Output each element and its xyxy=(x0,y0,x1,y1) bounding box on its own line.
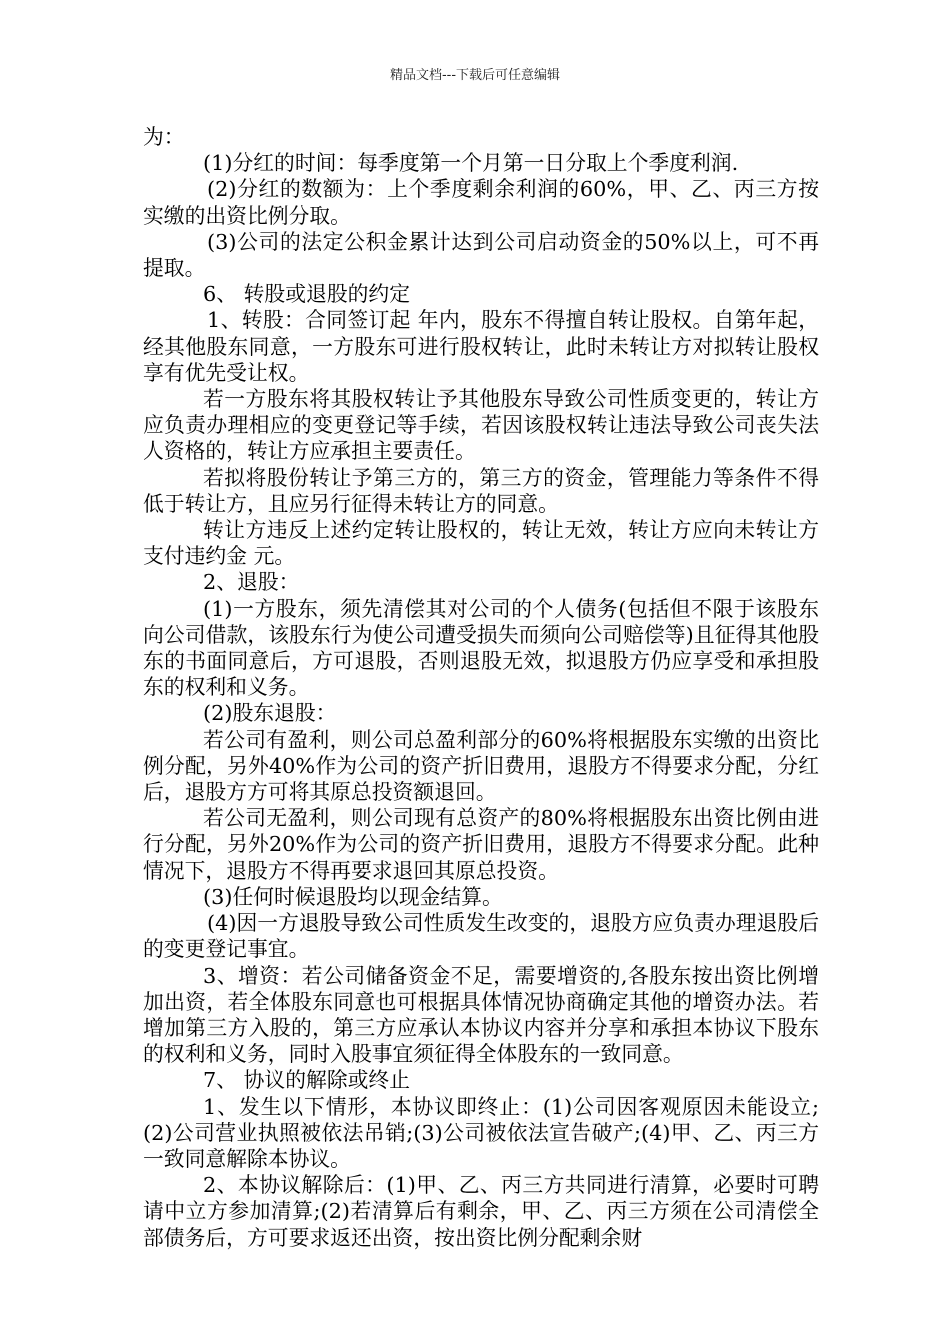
paragraph: 3、增资：若公司储备资金不足，需要增资的,各股东按出资比例增加出资，若全体股东同意也可根据具体情况协商确定其他的增资办法。若增加第三方入股的，第三方应承认本协议内容并分享和承担本协议下股东的权利和义务，同时入股事宜须征得全体股东的一致同意。 xyxy=(143,963,819,1067)
paragraph: (1)分红的时间：每季度第一个月第一日分取上个季度利润. xyxy=(203,151,739,176)
paragraph: (2)分红的数额为：上个季度剩余利润的60%，甲、乙、丙三方按实缴的出资比例分取。 xyxy=(143,177,819,228)
subsection-heading: 2、退股： xyxy=(203,570,300,595)
paragraph: (3)公司的法定公积金累计达到公司启动资金的50%以上，可不再提取。 xyxy=(143,229,819,281)
section-heading: 6、 转股或退股的约定 xyxy=(203,282,411,307)
document-body xyxy=(143,124,819,1251)
paragraph: 为： xyxy=(143,125,185,149)
paragraph: (3)任何时候退股均以现金结算。 xyxy=(203,884,503,909)
section-heading: 7、 协议的解除或终止 xyxy=(203,1068,411,1093)
paragraph: 2、本协议解除后：(1)甲、乙、丙三方共同进行清算，必要时可聘请中立方参加清算;(2)若清算后有剩余，甲、乙、丙三方须在公司清偿全部债务后，方可要求返还出资，按出资比例分配剩余财 xyxy=(143,1173,819,1250)
subsection-heading: (2)股东退股： xyxy=(203,701,337,726)
paragraph: 若公司无盈利，则公司现有总资产的80%将根据股东出资比例由进行分配，另外20%作为公司的资产折旧费用，退股方不得要求分配。此种情况下，退股方不得再要求退回其原总投资。 xyxy=(143,806,819,883)
paragraph: 若公司有盈利，则公司总盈利部分的60%将根据股东实缴的出资比例分配，另外40%作为公司的资产折旧费用，退股方不得要求分配，分红后，退股方方可将其原总投资额退回。 xyxy=(143,727,819,805)
paragraph: 1、转股：合同签订起 年内，股东不得擅自转让股权。自第年起，经其他股东同意，一方股东可进行股权转让，此时未转让方对拟转让股权享有优先受让权。 xyxy=(143,308,819,385)
paragraph: 若一方股东将其股权转让予其他股东导致公司性质变更的，转让方应负责办理相应的变更登记等手续，若因该股权转让违法导致公司丧失法人资格的，转让方应承担主要责任。 xyxy=(143,387,819,464)
page-header: 精品文档---下载后可任意编辑 xyxy=(389,68,561,83)
paragraph: (4)因一方退股导致公司性质发生改变的，退股方应负责办理退股后的变更登记事宜。 xyxy=(143,911,819,962)
paragraph: (1)一方股东，须先清偿其对公司的个人债务(包括但不限于该股东向公司借款，该股东行为使公司遭受损失而须向公司赔偿等)且征得其他股东的书面同意后，方可退股，否则退股无效，拟退股方仍应享受和承担股东的权利和义务。 xyxy=(143,596,819,700)
paragraph: 若拟将股份转让予第三方的，第三方的资金，管理能力等条件不得低于转让方，且应另行征得未转让方的同意。 xyxy=(143,465,819,516)
paragraph: 转让方违反上述约定转让股权的，转让无效，转让方应向未转让方支付违约金 元。 xyxy=(143,518,819,569)
paragraph: 1、发生以下情形，本协议即终止：(1)公司因客观原因未能设立;(2)公司营业执照被依法吊销;(3)公司被依法宣告破产;(4)甲、乙、丙三方一致同意解除本协议。 xyxy=(143,1094,819,1171)
